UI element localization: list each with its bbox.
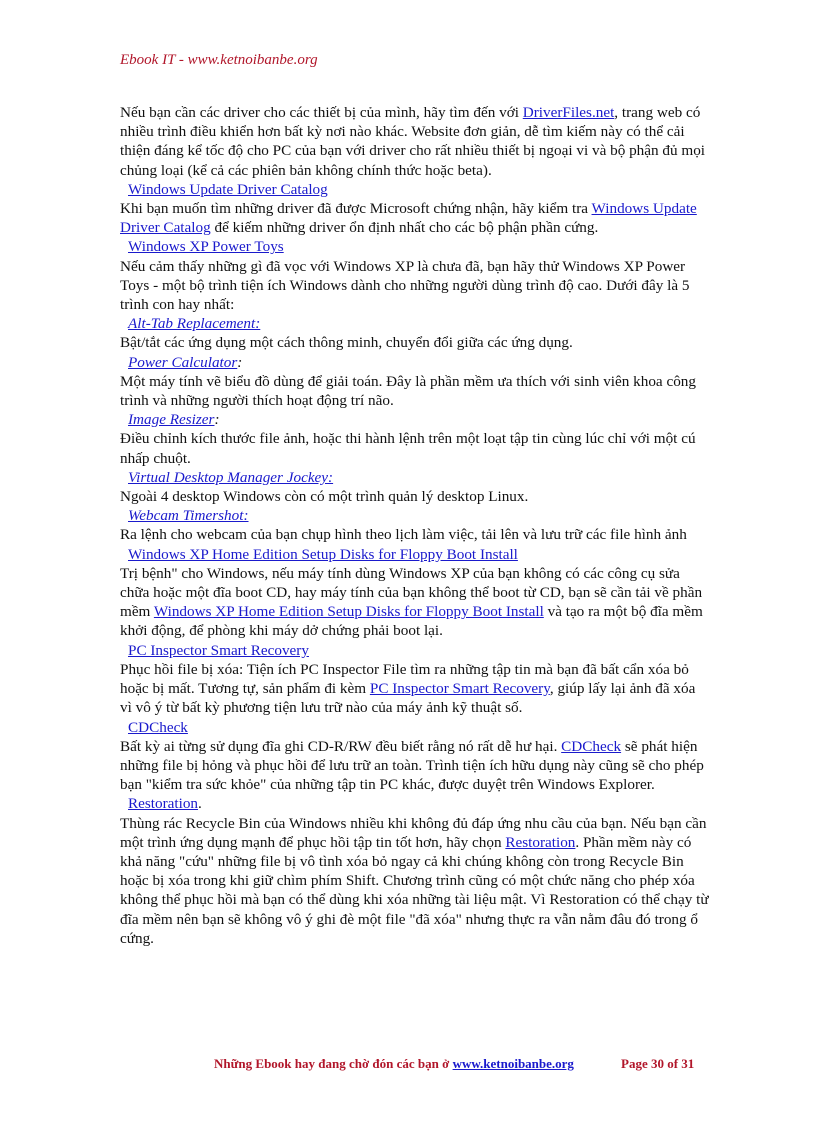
paragraph-power-calculator: Một máy tính vẽ biểu đồ dùng để giải toán. Đây là phần mềm ưa thích với sinh viên khoa công trình và những người thích hoạt động trí não. <box>120 372 696 410</box>
paragraph-pc-inspector: Phục hồi file bị xóa: Tiện ích PC Inspector File tìm ra những tập tin mà bạn đã bất cẩn xóa bỏ hoặc bị mất. Tương tự, sản phẩm đi kèm PC Inspector Smart Recovery, giúp lấy lại ảnh đã xóa vì vô ý từ bất kỳ phương tiện lưu trữ nào của máy ảnh kỹ thuật số. <box>120 660 696 717</box>
link-pc-inspector[interactable]: PC Inspector Smart Recovery <box>369 680 550 698</box>
paragraph-restoration: Thùng rác Recycle Bin của Windows nhiều khi không đủ đáp ứng nhu cầu của bạn. Nếu bạn cần một trình ứng dụng mạnh để phục hồi tập tin tốt hơn, hãy chọn Restoration. Phần mềm này có khả năng "cứu" những file bị vô tình xóa bỏ ngay cả khi chúng không còn trong Recycle Bin hoặc bị xóa trong khi giữ chìm phím Shift. Chương trình cũng có một chức năng cho phép xóa không thể phục hồi mà bạn có thể dùng khi xóa những tài liệu mật. Vì Restoration có thể chạy từ đĩa mềm nên bạn sẽ không vô ý ghi đè một file "đã xóa" nhưng thực ra vẫn nằm đâu đó trong ổ cứng. <box>120 814 709 947</box>
document-body: Nếu bạn cần các driver cho các thiết bị của mình, hãy tìm đến với DriverFiles.net, trang web có nhiều trình điều khiển hơn bất kỳ nơi nào khác. Website đơn giản, dễ tìm kiếm này có thể cải thiện đáng kể tốc độ cho PC của bạn với driver cho rất nhiều thiết bị ngoại vi và bộ phận đủ mọi chủng loại (kể cả các phiên bản không chính thức hoặc beta). Windows Update Driver Catalog Khi bạn muốn tìm những driver đã được Microsoft chứng nhận, hãy kiểm tra Windows Update Driver Catalog để kiếm những driver ổn định nhất cho các bộ phận phần cứng. Windows XP Power Toys Nếu cảm thấy những gì đã vọc với Windows XP là chưa đã, bạn hãy thử Windows XP Power Toys - một bộ trình tiện ích Windows dành cho những người dùng trình độ cao. Dưới đây là 5 trình con hay nhất: Alt-Tab Replacement: Bật/tắt các ứng dụng một cách thông minh, chuyển đổi giữa các ứng dụng. Power Calculator: Một máy tính vẽ biểu đồ dùng để giải toán. Đây là phần mềm ưa thích với sinh viên khoa công trình và những người thích hoạt động trí não. Image Resizer: Điều chỉnh kích thước file ảnh, hoặc thi hành lệnh trên một loạt tập tin cùng lúc chỉ với một cú nhấp chuột. Virtual Desktop Manager Jockey: Ngoài 4 desktop Windows còn có một trình quản lý desktop Linux. Webcam Timershot: Ra lệnh cho webcam của bạn chụp hình theo lịch làm việc, tải lên và lưu trữ các file hình ảnh Windows XP Home Edition Setup Disks for Floppy Boot Install Trị bệnh" cho Windows, nếu máy tính dùng Windows XP của bạn không có các công cụ sửa chữa hoặc một đĩa boot CD, hay máy tính của bạn không thể boot từ CD, bạn sẽ cần tải về phần mềm Windows XP Home Edition Setup Disks for Floppy Boot Install và tạo ra một bộ đĩa mềm khởi động, để phòng khi máy dở chứng phải boot lại. PC Inspector Smart Recovery Phục hồi file bị xóa: Tiện ích PC Inspector File tìm ra những tập tin mà bạn đã bất cẩn xóa bỏ hoặc bị mất. Tương tự, sản phẩm đi kèm PC Inspector Smart Recovery, giúp lấy lại ảnh đã xóa vì vô ý từ bất kỳ phương tiện lưu trữ nào của máy ảnh kỹ thuật số. CDCheck Bất kỳ ai từng sử dụng đĩa ghi CD-R/RW đều biết rằng nó rất dễ hư hại. CDCheck sẽ phát hiện những file bị hỏng và phục hồi để lưu trữ an toàn. Trình tiện ích hữu dụng này cũng sẽ cho phép bạn "kiểm tra sức khỏe" của những tập tin PC khác, được duyệt trên Windows Explorer. Restoration. Thùng rác Recycle Bin của Windows nhiều khi không đủ đáp ứng nhu cầu của bạn. Nếu bạn cần một trình ứng dụng mạnh để phục hồi tập tin tốt hơn, hãy chọn Restoration. Phần mềm này có khả năng "cứu" những file bị vô tình xóa bỏ ngay cả khi chúng không còn trong Recycle Bin hoặc bị xóa trong khi giữ chìm phím Shift. Chương trình cũng có một chức năng cho phép xóa không thể phục hồi mà bạn có thể dùng khi xóa những tài liệu mật. Vì Restoration có thể chạy từ đĩa mềm nên bạn sẽ không vô ý ghi đè một file "đã xóa" nhưng thực ra vẫn nằm đâu đó trong ổ cứng. <box>120 104 709 947</box>
heading-link-restoration[interactable]: Restoration <box>128 795 199 813</box>
heading-link-windows-update-driver-catalog[interactable]: Windows Update Driver Catalog <box>128 180 328 198</box>
paragraph-driverfiles: Nếu bạn cần các driver cho các thiết bị của mình, hãy tìm đến với DriverFiles.net, trang web có nhiều trình điều khiển hơn bất kỳ nơi nào khác. Website đơn giản, dễ tìm kiếm này có thể cải thiện đáng kể tốc độ cho PC của bạn với driver cho rất nhiều thiết bị ngoại vi và bộ phận đủ mọi chủng loại (kể cả các phiên bản không chính thức hoặc beta). <box>120 104 706 179</box>
link-alt-tab-replacement[interactable]: Alt-Tab Replacement: <box>128 315 261 333</box>
link-cdcheck[interactable]: CDCheck <box>561 737 622 755</box>
paragraph-floppy-boot: Trị bệnh" cho Windows, nếu máy tính dùng Windows XP của bạn không có các công cụ sửa chữa hoặc một đĩa boot CD, hay máy tính của bạn không thể boot từ CD, bạn sẽ cần tải về phần mềm Windows XP Home Edition Setup Disks for Floppy Boot Install và tạo ra một bộ đĩa mềm khởi động, để phòng khi máy dở chứng phải boot lại. <box>120 564 703 640</box>
page-number: Page 30 of 31 <box>621 1056 695 1071</box>
paragraph-power-toys: Nếu cảm thấy những gì đã vọc với Windows XP là chưa đã, bạn hãy thử Windows XP Power Toys - một bộ trình tiện ích Windows dành cho những người dùng trình độ cao. Dưới đây là 5 trình con hay nhất: <box>120 257 690 314</box>
footer-link[interactable]: www.ketnoibanbe.org <box>452 1056 574 1071</box>
paragraph-virtual-desktop: Ngoài 4 desktop Windows còn có một trình quản lý desktop Linux. <box>120 488 529 506</box>
link-virtual-desktop-manager[interactable]: Virtual Desktop Manager Jockey: <box>128 468 334 486</box>
heading-link-cdcheck[interactable]: CDCheck <box>128 718 188 736</box>
paragraph-alt-tab: Bật/tắt các ứng dụng một cách thông minh, chuyển đổi giữa các ứng dụng. <box>120 334 573 352</box>
link-webcam-timershot[interactable]: Webcam Timershot: <box>128 507 249 525</box>
heading-link-pc-inspector[interactable]: PC Inspector Smart Recovery <box>128 641 309 659</box>
link-image-resizer[interactable]: Image Resizer <box>128 411 215 429</box>
paragraph-cdcheck: Bất kỳ ai từng sử dụng đĩa ghi CD-R/RW đều biết rằng nó rất dễ hư hại. CDCheck sẽ phát hiện những file bị hỏng và phục hồi để lưu trữ an toàn. Trình tiện ích hữu dụng này cũng sẽ cho phép bạn "kiểm tra sức khỏe" của những tập tin PC khác, được duyệt trên Windows Explorer. <box>120 737 704 794</box>
footer-text: Những Ebook hay đang chờ đón các bạn ở <box>214 1056 453 1071</box>
link-restoration[interactable]: Restoration <box>505 833 576 851</box>
page-header: Ebook IT - www.ketnoibanbe.org <box>120 52 318 68</box>
link-floppy-boot[interactable]: Windows XP Home Edition Setup Disks for Floppy Boot Install <box>153 603 544 621</box>
paragraph-webcam: Ra lệnh cho webcam của bạn chụp hình theo lịch làm việc, tải lên và lưu trữ các file hình ảnh <box>120 526 687 544</box>
paragraph-image-resizer: Điều chỉnh kích thước file ảnh, hoặc thi hành lệnh trên một loạt tập tin cùng lúc chỉ với một cú nhấp chuột. <box>120 430 696 467</box>
heading-link-floppy-boot[interactable]: Windows XP Home Edition Setup Disks for Floppy Boot Install <box>128 545 518 563</box>
paragraph-wudc: Khi bạn muốn tìm những driver đã được Microsoft chứng nhận, hãy kiểm tra Windows Update Driver Catalog để kiếm những driver ổn định nhất cho các bộ phận phần cứng. <box>120 200 697 237</box>
link-driverfiles[interactable]: DriverFiles.net <box>522 104 615 121</box>
page-footer <box>214 1056 714 1072</box>
link-windows-update-driver-catalog[interactable]: Windows Update Driver Catalog <box>120 200 697 237</box>
heading-link-power-toys[interactable]: Windows XP Power Toys <box>128 238 284 256</box>
link-power-calculator[interactable]: Power Calculator <box>128 353 238 371</box>
